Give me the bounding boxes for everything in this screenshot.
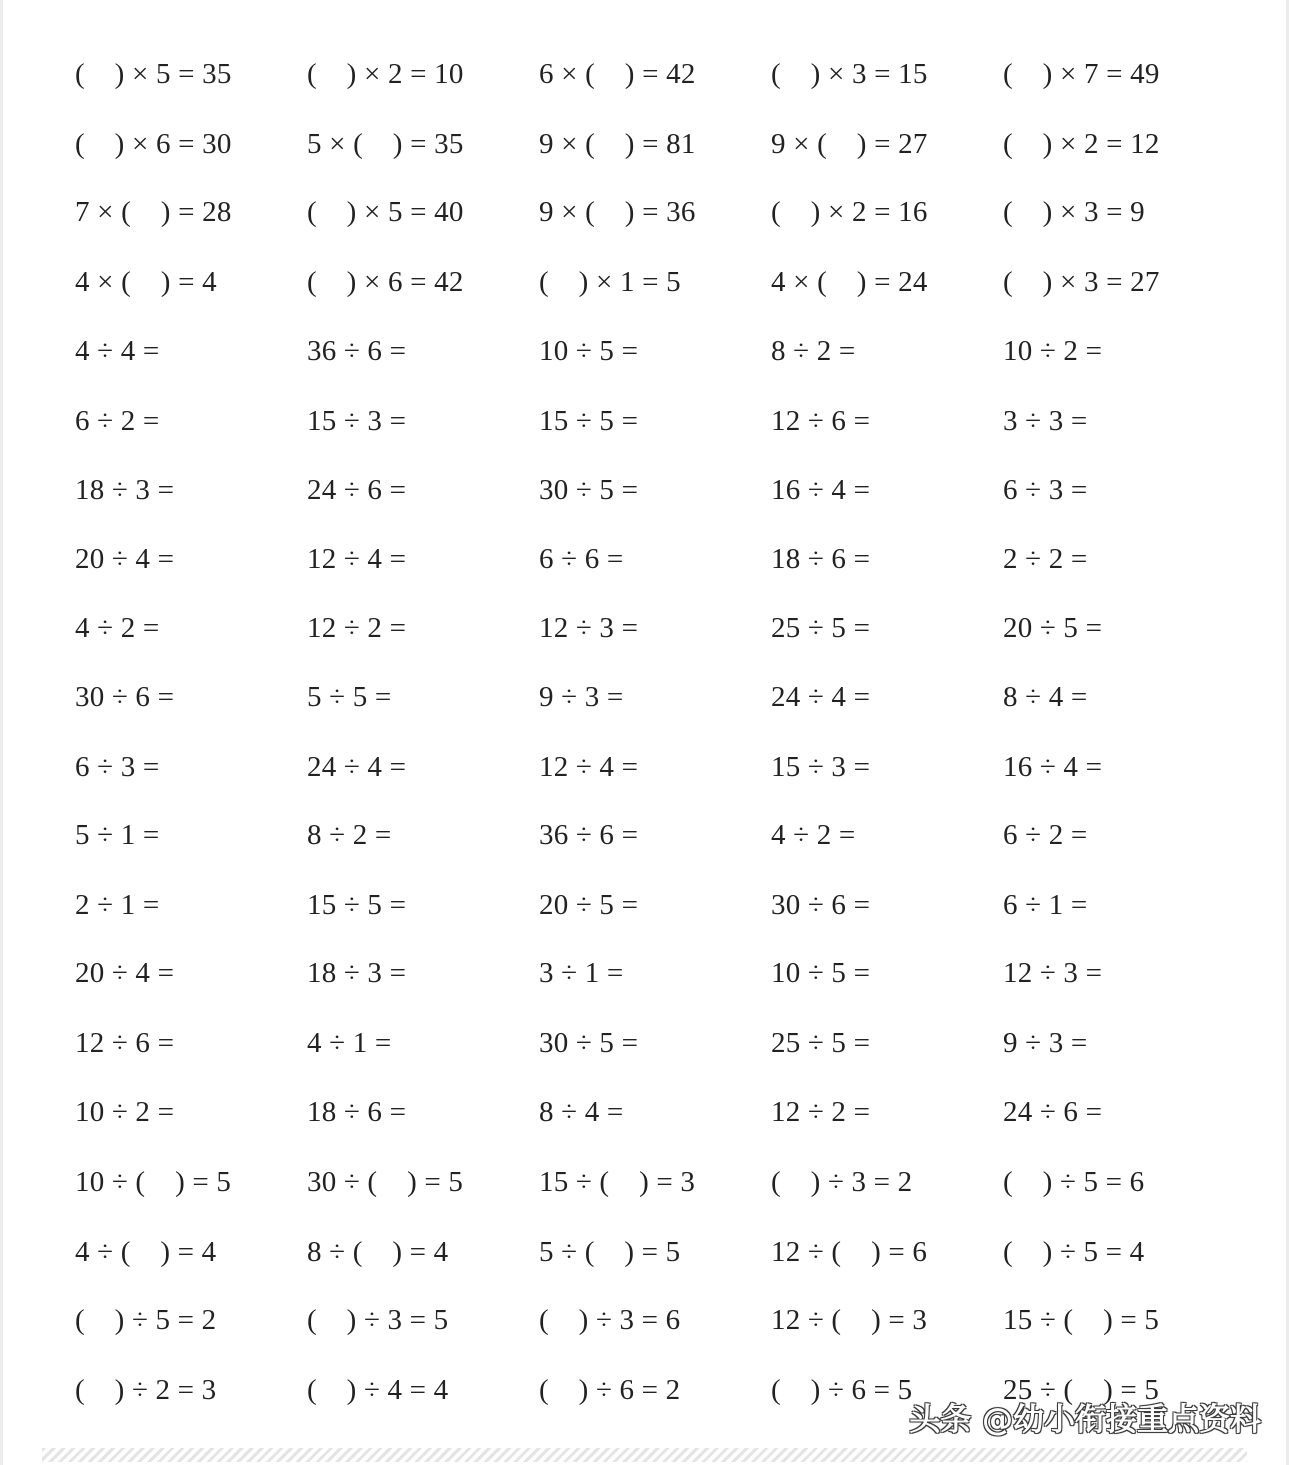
math-problem: 12 ÷ 2 = xyxy=(771,1096,871,1128)
math-problem: 8 ÷ 2 = xyxy=(307,819,392,851)
math-problem: 2 ÷ 1 = xyxy=(75,889,160,921)
math-problem: 12 ÷ ( ) = 3 xyxy=(771,1304,928,1336)
math-problem: 30 ÷ 5 = xyxy=(539,474,639,506)
math-problem: 30 ÷ ( ) = 5 xyxy=(307,1166,464,1198)
worksheet-row xyxy=(0,192,1289,232)
math-problem: 15 ÷ ( ) = 3 xyxy=(539,1166,696,1198)
math-problem: 36 ÷ 6 = xyxy=(307,335,407,367)
math-problem: 6 ÷ 3 = xyxy=(75,751,160,783)
math-problem: ( ) × 6 = 42 xyxy=(307,266,464,298)
math-problem: ( ) ÷ 3 = 2 xyxy=(771,1166,913,1198)
math-problem: ( ) ÷ 4 = 4 xyxy=(307,1374,449,1406)
math-problem: 10 ÷ 2 = xyxy=(1003,335,1103,367)
worksheet-row xyxy=(0,470,1289,510)
math-problem: 24 ÷ 6 = xyxy=(1003,1096,1103,1128)
math-problem: ( ) × 3 = 27 xyxy=(1003,266,1160,298)
math-problem: ( ) ÷ 6 = 5 xyxy=(771,1374,913,1406)
math-problem: 20 ÷ 4 = xyxy=(75,543,175,575)
math-problem: 4 × ( ) = 24 xyxy=(771,266,928,298)
worksheet-row xyxy=(0,815,1289,855)
math-problem: 25 ÷ 5 = xyxy=(771,612,871,644)
math-problem: ( ) ÷ 3 = 5 xyxy=(307,1304,449,1336)
math-problem: ( ) ÷ 5 = 6 xyxy=(1003,1166,1145,1198)
math-problem: ( ) ÷ 6 = 2 xyxy=(539,1374,681,1406)
math-problem: 15 ÷ 5 = xyxy=(307,889,407,921)
math-problem: 8 ÷ 4 = xyxy=(1003,681,1088,713)
math-problem: 30 ÷ 5 = xyxy=(539,1027,639,1059)
math-problem: ( ) × 1 = 5 xyxy=(539,266,681,298)
worksheet-row xyxy=(0,1300,1289,1340)
math-problem: ( ) × 2 = 12 xyxy=(1003,128,1160,160)
math-problem: 15 ÷ ( ) = 5 xyxy=(1003,1304,1160,1336)
math-problem: 15 ÷ 3 = xyxy=(771,751,871,783)
math-problem: ( ) ÷ 5 = 4 xyxy=(1003,1236,1145,1268)
math-problem: 12 ÷ 6 = xyxy=(771,405,871,437)
math-problem: 4 ÷ 4 = xyxy=(75,335,160,367)
worksheet-row xyxy=(0,1023,1289,1063)
math-problem: 18 ÷ 3 = xyxy=(307,957,407,989)
math-problem: 3 ÷ 3 = xyxy=(1003,405,1088,437)
math-problem: ( ) × 6 = 30 xyxy=(75,128,232,160)
math-problem: 12 ÷ 3 = xyxy=(1003,957,1103,989)
math-problem: 4 ÷ ( ) = 4 xyxy=(75,1236,217,1268)
math-problem: 4 ÷ 2 = xyxy=(75,612,160,644)
worksheet-row xyxy=(0,1232,1289,1272)
math-problem: 7 × ( ) = 28 xyxy=(75,196,232,228)
worksheet-row xyxy=(0,539,1289,579)
math-problem: ( ) × 5 = 35 xyxy=(75,58,232,90)
math-problem: 16 ÷ 4 = xyxy=(771,474,871,506)
math-problem: 25 ÷ 5 = xyxy=(771,1027,871,1059)
math-problem: 10 ÷ 2 = xyxy=(75,1096,175,1128)
math-problem: ( ) × 3 = 15 xyxy=(771,58,928,90)
worksheet-row xyxy=(0,262,1289,302)
math-problem: ( ) ÷ 5 = 2 xyxy=(75,1304,217,1336)
math-problem: 12 ÷ ( ) = 6 xyxy=(771,1236,928,1268)
math-problem: 9 ÷ 3 = xyxy=(1003,1027,1088,1059)
worksheet-row xyxy=(0,1092,1289,1132)
math-problem: 6 ÷ 6 = xyxy=(539,543,624,575)
math-problem: 25 ÷ ( ) = 5 xyxy=(1003,1374,1160,1406)
math-problem: 12 ÷ 6 = xyxy=(75,1027,175,1059)
math-problem: ( ) × 2 = 10 xyxy=(307,58,464,90)
math-problem: ( ) × 2 = 16 xyxy=(771,196,928,228)
math-problem: 10 ÷ ( ) = 5 xyxy=(75,1166,232,1198)
math-problem: 20 ÷ 5 = xyxy=(1003,612,1103,644)
worksheet-row xyxy=(0,1162,1289,1202)
math-problem: 18 ÷ 6 = xyxy=(307,1096,407,1128)
math-problem: 6 × ( ) = 42 xyxy=(539,58,696,90)
math-problem: 9 × ( ) = 27 xyxy=(771,128,928,160)
math-problem: 6 ÷ 3 = xyxy=(1003,474,1088,506)
math-problem: 20 ÷ 4 = xyxy=(75,957,175,989)
math-problem: 8 ÷ 4 = xyxy=(539,1096,624,1128)
math-problem: 36 ÷ 6 = xyxy=(539,819,639,851)
math-problem: 6 ÷ 1 = xyxy=(1003,889,1088,921)
math-problem: 9 ÷ 3 = xyxy=(539,681,624,713)
math-problem: 4 ÷ 2 = xyxy=(771,819,856,851)
math-problem: 6 ÷ 2 = xyxy=(1003,819,1088,851)
worksheet-row xyxy=(0,331,1289,371)
math-problem: ( ) × 3 = 9 xyxy=(1003,196,1145,228)
math-problem: 24 ÷ 6 = xyxy=(307,474,407,506)
math-problem: 15 ÷ 3 = xyxy=(307,405,407,437)
math-problem: 30 ÷ 6 = xyxy=(75,681,175,713)
worksheet-row xyxy=(0,54,1289,94)
footer-hatch-divider xyxy=(42,1448,1247,1462)
math-problem: 2 ÷ 2 = xyxy=(1003,543,1088,575)
math-problem: 9 × ( ) = 81 xyxy=(539,128,696,160)
math-problem: 10 ÷ 5 = xyxy=(539,335,639,367)
math-problem: 9 × ( ) = 36 xyxy=(539,196,696,228)
math-problem: 18 ÷ 3 = xyxy=(75,474,175,506)
math-problem: 24 ÷ 4 = xyxy=(307,751,407,783)
math-problem: 18 ÷ 6 = xyxy=(771,543,871,575)
watermark-text: 头条 @幼小衔接重点资料 xyxy=(909,1402,1261,1438)
math-problem: 10 ÷ 5 = xyxy=(771,957,871,989)
worksheet-row xyxy=(0,124,1289,164)
math-problem: 8 ÷ ( ) = 4 xyxy=(307,1236,449,1268)
math-problem: ( ) × 7 = 49 xyxy=(1003,58,1160,90)
math-problem: 30 ÷ 6 = xyxy=(771,889,871,921)
math-problem: 8 ÷ 2 = xyxy=(771,335,856,367)
worksheet-row xyxy=(0,608,1289,648)
math-problem: 12 ÷ 3 = xyxy=(539,612,639,644)
math-problem: 4 × ( ) = 4 xyxy=(75,266,217,298)
math-problem: 12 ÷ 4 = xyxy=(307,543,407,575)
worksheet-row xyxy=(0,953,1289,993)
math-problem: 16 ÷ 4 = xyxy=(1003,751,1103,783)
math-problem: 4 ÷ 1 = xyxy=(307,1027,392,1059)
math-problem: ( ) ÷ 3 = 6 xyxy=(539,1304,681,1336)
worksheet-row xyxy=(0,885,1289,925)
math-problem: 12 ÷ 4 = xyxy=(539,751,639,783)
math-problem: 12 ÷ 2 = xyxy=(307,612,407,644)
worksheet-row xyxy=(0,401,1289,441)
math-problem: 6 ÷ 2 = xyxy=(75,405,160,437)
math-problem: 3 ÷ 1 = xyxy=(539,957,624,989)
math-problem: 5 ÷ 1 = xyxy=(75,819,160,851)
math-problem: 24 ÷ 4 = xyxy=(771,681,871,713)
math-problem: ( ) ÷ 2 = 3 xyxy=(75,1374,217,1406)
math-problem: 5 ÷ 5 = xyxy=(307,681,392,713)
math-problem: 20 ÷ 5 = xyxy=(539,889,639,921)
worksheet-row xyxy=(0,677,1289,717)
math-problem: 5 × ( ) = 35 xyxy=(307,128,464,160)
math-problem: 15 ÷ 5 = xyxy=(539,405,639,437)
math-problem: 5 ÷ ( ) = 5 xyxy=(539,1236,681,1268)
worksheet-row xyxy=(0,747,1289,787)
math-problem: ( ) × 5 = 40 xyxy=(307,196,464,228)
